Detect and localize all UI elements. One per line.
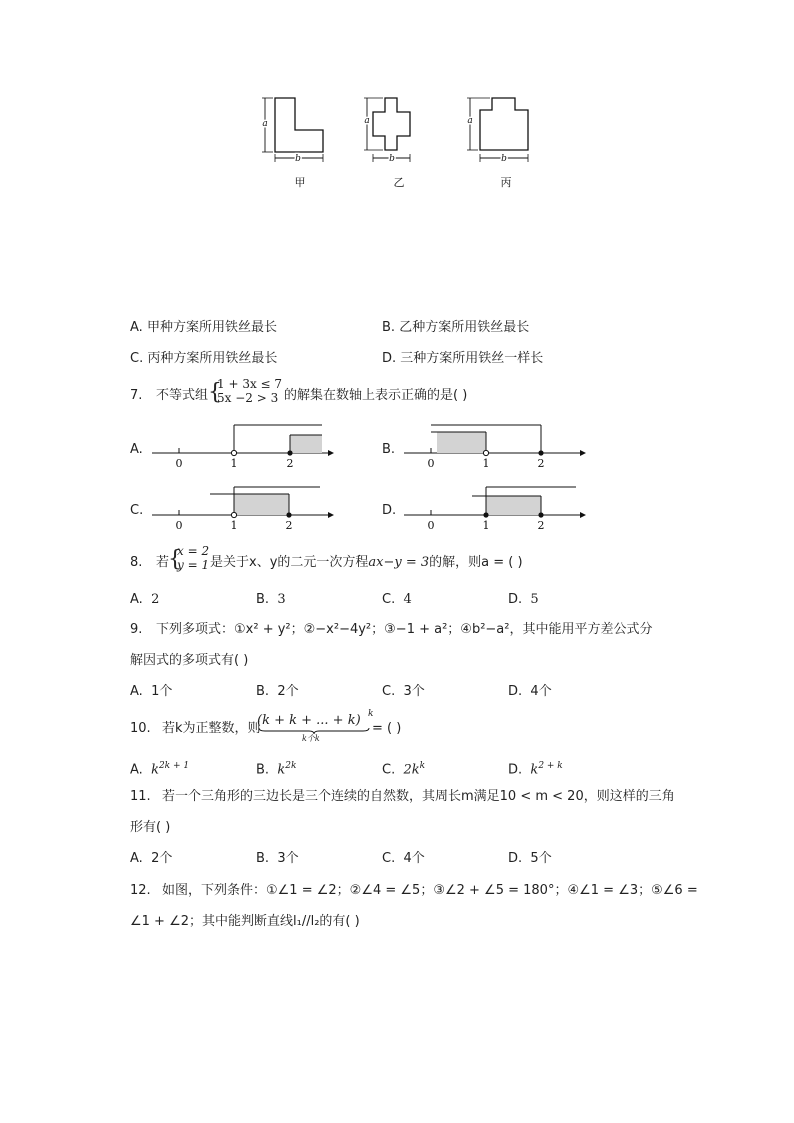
option-base: k — [151, 762, 159, 778]
option-base: k — [277, 762, 286, 778]
q8-rest — [210, 555, 523, 571]
q7-ineq2: 5x −2 > 3 — [217, 391, 279, 405]
option-text: 5个 — [530, 851, 552, 866]
option-text: 乙种方案所用铁丝最长 — [399, 320, 530, 335]
q8-lead: 若 — [156, 555, 170, 570]
q10-option-c[interactable] — [382, 758, 425, 778]
option-text: 2个 — [277, 684, 299, 699]
option-letter: C. — [130, 351, 144, 366]
option-text: 4个 — [403, 851, 425, 866]
dim-a-label: a — [467, 116, 473, 126]
q10-tail: = ( ) — [372, 721, 402, 736]
dim-b-label: b — [389, 154, 395, 164]
number-line-c — [148, 482, 338, 537]
q10-expression: (k + k + ... + k) — [257, 713, 361, 728]
q8-tail: 的解，则a = ( ) — [429, 555, 523, 570]
figure-jia — [262, 98, 323, 189]
brace: { — [168, 547, 182, 572]
dim-a-label: a — [262, 119, 268, 129]
tick-label: 1 — [482, 519, 490, 532]
q7-option-c[interactable]: C. — [130, 503, 144, 518]
option-text: 三种方案所用铁丝一样长 — [400, 351, 544, 366]
q8-number: 8. — [130, 555, 143, 570]
option-text: 甲种方案所用铁丝最长 — [146, 320, 277, 335]
q12-line1: 如图，下列条件：①∠1 = ∠2；②∠4 = ∠5；③∠2 + ∠5 = 180°；④∠1 = ∠3；⑤∠6 = — [162, 883, 698, 898]
q8-equation: ax−y = 3 — [368, 555, 430, 570]
option-letter: B. — [382, 320, 396, 335]
q11-option-d[interactable] — [508, 851, 552, 867]
option-letter: A. — [130, 320, 143, 335]
option-letter: B. — [256, 851, 270, 866]
caption-yi: 乙 — [393, 176, 405, 189]
option-letter: D. — [382, 351, 397, 366]
tick-label: 0 — [175, 519, 183, 532]
q9-option-b[interactable] — [256, 684, 299, 700]
option-letter: A. — [130, 684, 143, 699]
option-exponent: 2 + k — [538, 761, 563, 771]
q9-line1: 下列多项式：①x² + y²；②−x²−4y²；③−1 + a²；④b²−a²，其中能用平方差公式分 — [156, 622, 653, 637]
tick-label: 0 — [427, 519, 435, 532]
option-letter: C. — [382, 851, 396, 866]
q12-number: 12. — [130, 883, 151, 898]
q9-option-a[interactable] — [130, 684, 172, 700]
q6-option-b[interactable] — [382, 320, 529, 336]
option-text: 4个 — [530, 684, 552, 699]
tick-label: 2 — [286, 457, 294, 470]
option-text: 丙种方案所用铁丝最长 — [147, 351, 278, 366]
option-letter: A. — [130, 762, 143, 778]
dim-a-label: a — [364, 116, 370, 126]
option-letter: B. — [256, 684, 270, 699]
number-line-d — [400, 482, 590, 537]
option-letter: B. — [256, 592, 270, 607]
q11-option-a[interactable] — [130, 851, 172, 867]
q10-option-b[interactable] — [256, 758, 296, 778]
q11-option-b[interactable] — [256, 851, 299, 867]
question-number: 7. — [130, 388, 143, 403]
option-text: 3 — [277, 592, 286, 607]
figure-bing — [467, 98, 528, 189]
caption-jia: 甲 — [294, 176, 306, 189]
tick-label: 0 — [427, 457, 435, 470]
q11-option-c[interactable] — [382, 851, 425, 867]
figure-yi — [364, 98, 410, 189]
option-base: 2k — [403, 762, 420, 778]
option-letter: C. — [382, 592, 396, 607]
tick-label: 2 — [537, 457, 545, 470]
q12-line2: ∠1 + ∠2；其中能判断直线l₁//l₂的有( ) — [130, 914, 360, 929]
q11-number: 11. — [130, 789, 151, 804]
q7-option-a[interactable]: A. — [130, 442, 143, 457]
option-text: 1个 — [151, 684, 173, 699]
q9-option-c[interactable] — [382, 684, 425, 700]
option-letter: D. — [508, 684, 523, 699]
option-text: 2 — [151, 592, 160, 607]
option-text: 4 — [403, 592, 412, 607]
option-text: 2个 — [151, 851, 173, 866]
option-letter: B. — [256, 762, 270, 778]
option-exponent: 2k + 1 — [158, 761, 190, 771]
tick-label: 2 — [537, 519, 545, 532]
q7-stem — [130, 388, 142, 404]
q7-tail: 的解集在数轴上表示正确的是( ) — [284, 388, 468, 403]
q10-underbrace-label: k个k — [302, 734, 320, 743]
q6-option-a[interactable] — [130, 320, 277, 336]
q8-option-a[interactable] — [130, 592, 159, 608]
q8-option-b[interactable] — [256, 592, 286, 608]
q10-option-d[interactable] — [508, 758, 563, 778]
tick-label: 1 — [482, 457, 490, 470]
option-letter: D. — [508, 762, 523, 778]
shape-figures — [255, 90, 555, 200]
q7-lead: 不等式组 — [156, 388, 209, 403]
option-letter: A. — [130, 592, 143, 607]
tick-label: 1 — [230, 457, 238, 470]
tick-label: 0 — [175, 457, 183, 470]
option-letter: D. — [508, 592, 523, 607]
option-letter: C. — [382, 684, 396, 699]
option-text: 5 — [530, 592, 539, 607]
q9-line2: 解因式的多项式有( ) — [130, 653, 249, 668]
q10-exponent: k — [368, 709, 374, 719]
option-exponent: k — [419, 761, 426, 771]
q8-sys1: x = 2 — [177, 544, 210, 558]
q9-option-d[interactable] — [508, 684, 552, 700]
tick-label: 1 — [230, 519, 238, 532]
q10-number: 10. — [130, 721, 151, 736]
q11-line1: 若一个三角形的三边长是三个连续的自然数，其周长m满足10 < m < 20，则这样的三角 — [162, 789, 675, 804]
caption-bing: 丙 — [500, 176, 512, 189]
q9-number: 9. — [130, 622, 143, 637]
number-line-b — [400, 420, 590, 475]
brace: { — [208, 380, 222, 405]
q7-option-d[interactable]: D. — [382, 503, 397, 518]
number-line-a — [148, 420, 338, 475]
q10-option-a[interactable] — [130, 758, 189, 778]
dim-b-label: b — [501, 154, 507, 164]
q8-sys2: y = 1 — [177, 558, 210, 572]
option-letter: A. — [130, 851, 143, 866]
q11-line2: 形有( ) — [130, 820, 171, 835]
option-letter: D. — [508, 851, 523, 866]
q7-ineq1: 1 + 3x ≤ 7 — [217, 377, 283, 391]
q8-option-d[interactable] — [508, 592, 539, 608]
dim-b-label: b — [295, 154, 301, 164]
q6-option-c[interactable] — [130, 351, 277, 367]
option-text: 3个 — [277, 851, 299, 866]
option-letter: C. — [382, 762, 396, 778]
q8-mid: 是关于x、y的二元一次方程 — [210, 555, 369, 570]
option-base: k — [530, 762, 539, 778]
tick-label: 2 — [285, 519, 293, 532]
q6-option-d[interactable] — [382, 351, 543, 367]
option-text: 3个 — [403, 684, 425, 699]
q10-lead: 若k为正整数，则 — [162, 721, 261, 736]
q8-option-c[interactable] — [382, 592, 412, 608]
q7-option-b[interactable]: B. — [382, 442, 396, 457]
option-exponent: 2k — [285, 761, 297, 771]
